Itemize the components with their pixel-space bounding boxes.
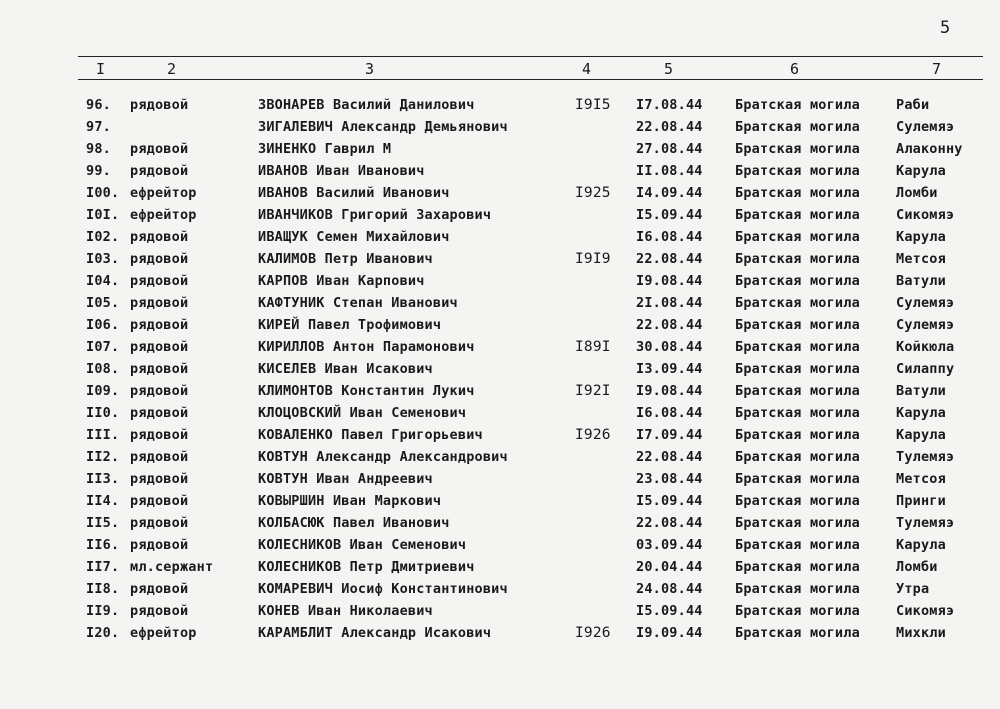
- rank: ефрейтор: [130, 185, 197, 201]
- row-number: II0.: [86, 405, 120, 421]
- death-date: 03.09.44: [636, 537, 703, 553]
- row-number: I03.: [86, 251, 120, 267]
- burial-location: Карула: [896, 427, 946, 443]
- rank: ефрейтор: [130, 625, 197, 641]
- burial-location: Алаконну: [896, 141, 963, 157]
- burial-location: Сулемяэ: [896, 295, 955, 311]
- row-number: III.: [86, 427, 120, 443]
- row-number: II6.: [86, 537, 120, 553]
- burial-type: Братская могила: [735, 405, 860, 421]
- rank: рядовой: [130, 97, 189, 113]
- table-row: [0, 292, 1000, 314]
- birth-year: I926: [575, 625, 611, 641]
- table-row: [0, 402, 1000, 424]
- table-row: [0, 248, 1000, 270]
- death-date: II.08.44: [636, 163, 703, 179]
- burial-location: Ломби: [896, 185, 938, 201]
- row-number: I07.: [86, 339, 120, 355]
- burial-type: Братская могила: [735, 603, 860, 619]
- rank: рядовой: [130, 339, 189, 355]
- burial-location: Михкли: [896, 625, 946, 641]
- full-name: КОВТУН Александр Александрович: [258, 449, 508, 465]
- burial-location: Карула: [896, 229, 946, 245]
- full-name: КОНЕВ Иван Николаевич: [258, 603, 433, 619]
- burial-list: [0, 94, 1000, 644]
- full-name: КИСЕЛЕВ Иван Исакович: [258, 361, 433, 377]
- table-row: [0, 556, 1000, 578]
- column-header-2: 2: [167, 60, 177, 78]
- row-number: I05.: [86, 295, 120, 311]
- row-number: II5.: [86, 515, 120, 531]
- death-date: I4.09.44: [636, 185, 703, 201]
- burial-type: Братская могила: [735, 141, 860, 157]
- burial-type: Братская могила: [735, 97, 860, 113]
- burial-location: Силаппу: [896, 361, 955, 377]
- burial-location: Принги: [896, 493, 946, 509]
- column-header-3: 3: [365, 60, 375, 78]
- death-date: I6.08.44: [636, 229, 703, 245]
- burial-type: Братская могила: [735, 581, 860, 597]
- rank: рядовой: [130, 229, 189, 245]
- burial-location: Утра: [896, 581, 930, 597]
- table-row: [0, 204, 1000, 226]
- burial-type: Братская могила: [735, 471, 860, 487]
- row-number: 96.: [86, 97, 111, 113]
- burial-location: Сикомяэ: [896, 603, 955, 619]
- row-number: I09.: [86, 383, 120, 399]
- death-date: 30.08.44: [636, 339, 703, 355]
- burial-type: Братская могила: [735, 493, 860, 509]
- rank: рядовой: [130, 361, 189, 377]
- column-header-6: 6: [790, 60, 800, 78]
- rank: рядовой: [130, 141, 189, 157]
- birth-year: I89I: [575, 339, 611, 355]
- rank: рядовой: [130, 383, 189, 399]
- burial-location: Тулемяэ: [896, 515, 955, 531]
- burial-location: Метсоя: [896, 251, 946, 267]
- rank: ефрейтор: [130, 207, 197, 223]
- row-number: 97.: [86, 119, 111, 135]
- row-number: II3.: [86, 471, 120, 487]
- burial-type: Братская могила: [735, 295, 860, 311]
- full-name: ИВАЩУК Семен Михайлович: [258, 229, 450, 245]
- full-name: ИВАНОВ Иван Иванович: [258, 163, 425, 179]
- death-date: I7.08.44: [636, 97, 703, 113]
- row-number: 99.: [86, 163, 111, 179]
- column-header-7: 7: [932, 60, 942, 78]
- death-date: 23.08.44: [636, 471, 703, 487]
- death-date: 22.08.44: [636, 119, 703, 135]
- full-name: КЛИМОНТОВ Константин Лукич: [258, 383, 475, 399]
- table-row: [0, 226, 1000, 248]
- death-date: I5.09.44: [636, 603, 703, 619]
- page-number: 5: [940, 18, 951, 38]
- burial-type: Братская могила: [735, 427, 860, 443]
- header-rule-top: [78, 56, 983, 57]
- row-number: I00.: [86, 185, 120, 201]
- table-row: [0, 270, 1000, 292]
- rank: мл.сержант: [130, 559, 214, 575]
- table-row: [0, 138, 1000, 160]
- burial-type: Братская могила: [735, 339, 860, 355]
- burial-type: Братская могила: [735, 273, 860, 289]
- full-name: ЗИГАЛЕВИЧ Александр Демьянович: [258, 119, 508, 135]
- table-row: [0, 336, 1000, 358]
- burial-location: Карула: [896, 537, 946, 553]
- death-date: I9.08.44: [636, 273, 703, 289]
- table-row: [0, 380, 1000, 402]
- death-date: I3.09.44: [636, 361, 703, 377]
- burial-location: Ватули: [896, 273, 946, 289]
- table-row: [0, 622, 1000, 644]
- burial-type: Братская могила: [735, 449, 860, 465]
- table-row: [0, 314, 1000, 336]
- death-date: 27.08.44: [636, 141, 703, 157]
- row-number: II9.: [86, 603, 120, 619]
- rank: рядовой: [130, 603, 189, 619]
- death-date: I5.09.44: [636, 493, 703, 509]
- full-name: ЗИНЕНКО Гаврил М: [258, 141, 392, 157]
- burial-location: Раби: [896, 97, 930, 113]
- rank: рядовой: [130, 317, 189, 333]
- burial-location: Карула: [896, 163, 946, 179]
- burial-type: Братская могила: [735, 383, 860, 399]
- full-name: ЗВОНАРЕВ Василий Данилович: [258, 97, 475, 113]
- burial-type: Братская могила: [735, 251, 860, 267]
- birth-year: I92I: [575, 383, 611, 399]
- row-number: I0I.: [86, 207, 120, 223]
- birth-year: I925: [575, 185, 611, 201]
- full-name: КАРАМБЛИТ Александр Исакович: [258, 625, 492, 641]
- birth-year: I926: [575, 427, 611, 443]
- row-number: I08.: [86, 361, 120, 377]
- column-header-4: 4: [582, 60, 592, 78]
- full-name: КОВЫРШИН Иван Маркович: [258, 493, 442, 509]
- burial-location: Сикомяэ: [896, 207, 955, 223]
- death-date: 20.04.44: [636, 559, 703, 575]
- rank: рядовой: [130, 273, 189, 289]
- rank: рядовой: [130, 449, 189, 465]
- burial-type: Братская могила: [735, 207, 860, 223]
- burial-location: Карула: [896, 405, 946, 421]
- table-row: [0, 182, 1000, 204]
- table-row: [0, 94, 1000, 116]
- rank: рядовой: [130, 295, 189, 311]
- row-number: II2.: [86, 449, 120, 465]
- header-rule-bottom: [78, 79, 983, 80]
- rank: рядовой: [130, 581, 189, 597]
- table-row: [0, 534, 1000, 556]
- full-name: КАФТУНИК Степан Иванович: [258, 295, 458, 311]
- full-name: КАЛИМОВ Петр Иванович: [258, 251, 433, 267]
- burial-type: Братская могила: [735, 163, 860, 179]
- table-row: [0, 512, 1000, 534]
- table-row: [0, 578, 1000, 600]
- burial-type: Братская могила: [735, 537, 860, 553]
- table-row: [0, 358, 1000, 380]
- full-name: КАРПОВ Иван Карпович: [258, 273, 425, 289]
- row-number: I06.: [86, 317, 120, 333]
- burial-location: Ватули: [896, 383, 946, 399]
- full-name: КОМАРЕВИЧ Иосиф Константинович: [258, 581, 508, 597]
- row-number: II7.: [86, 559, 120, 575]
- full-name: КОЛЕСНИКОВ Иван Семенович: [258, 537, 467, 553]
- death-date: I9.08.44: [636, 383, 703, 399]
- death-date: I5.09.44: [636, 207, 703, 223]
- rank: рядовой: [130, 537, 189, 553]
- burial-type: Братская могила: [735, 185, 860, 201]
- table-row: [0, 490, 1000, 512]
- table-row: [0, 424, 1000, 446]
- rank: рядовой: [130, 427, 189, 443]
- rank: рядовой: [130, 515, 189, 531]
- full-name: КИРЕЙ Павел Трофимович: [258, 317, 442, 333]
- column-header-1: I: [96, 60, 106, 78]
- full-name: КИРИЛЛОВ Антон Парамонович: [258, 339, 475, 355]
- burial-type: Братская могила: [735, 559, 860, 575]
- death-date: 2I.08.44: [636, 295, 703, 311]
- death-date: 22.08.44: [636, 317, 703, 333]
- death-date: 22.08.44: [636, 515, 703, 531]
- row-number: I20.: [86, 625, 120, 641]
- full-name: КОЛБАСЮК Павел Иванович: [258, 515, 450, 531]
- row-number: II8.: [86, 581, 120, 597]
- row-number: I02.: [86, 229, 120, 245]
- table-row: [0, 446, 1000, 468]
- full-name: ИВАНЧИКОВ Григорий Захарович: [258, 207, 492, 223]
- row-number: II4.: [86, 493, 120, 509]
- table-row: [0, 600, 1000, 622]
- burial-type: Братская могила: [735, 625, 860, 641]
- full-name: КОВАЛЕНКО Павел Григорьевич: [258, 427, 483, 443]
- burial-location: Койкюла: [896, 339, 955, 355]
- burial-type: Братская могила: [735, 119, 860, 135]
- burial-location: Сулемяэ: [896, 317, 955, 333]
- death-date: 22.08.44: [636, 449, 703, 465]
- death-date: I6.08.44: [636, 405, 703, 421]
- row-number: 98.: [86, 141, 111, 157]
- burial-type: Братская могила: [735, 515, 860, 531]
- burial-location: Метсоя: [896, 471, 946, 487]
- burial-type: Братская могила: [735, 317, 860, 333]
- rank: рядовой: [130, 405, 189, 421]
- full-name: КОВТУН Иван Андреевич: [258, 471, 433, 487]
- full-name: КЛОЦОВСКИЙ Иван Семенович: [258, 405, 467, 421]
- table-row: [0, 468, 1000, 490]
- death-date: I9.09.44: [636, 625, 703, 641]
- burial-location: Сулемяэ: [896, 119, 955, 135]
- rank: рядовой: [130, 493, 189, 509]
- rank: рядовой: [130, 251, 189, 267]
- death-date: I7.09.44: [636, 427, 703, 443]
- rank: рядовой: [130, 471, 189, 487]
- full-name: КОЛЕСНИКОВ Петр Дмитриевич: [258, 559, 475, 575]
- rank: рядовой: [130, 163, 189, 179]
- column-header-5: 5: [664, 60, 674, 78]
- table-row: [0, 116, 1000, 138]
- burial-type: Братская могила: [735, 361, 860, 377]
- full-name: ИВАНОВ Василий Иванович: [258, 185, 450, 201]
- birth-year: I9I9: [575, 251, 611, 267]
- row-number: I04.: [86, 273, 120, 289]
- birth-year: I9I5: [575, 97, 611, 113]
- table-row: [0, 160, 1000, 182]
- burial-type: Братская могила: [735, 229, 860, 245]
- burial-location: Ломби: [896, 559, 938, 575]
- death-date: 22.08.44: [636, 251, 703, 267]
- death-date: 24.08.44: [636, 581, 703, 597]
- burial-location: Тулемяэ: [896, 449, 955, 465]
